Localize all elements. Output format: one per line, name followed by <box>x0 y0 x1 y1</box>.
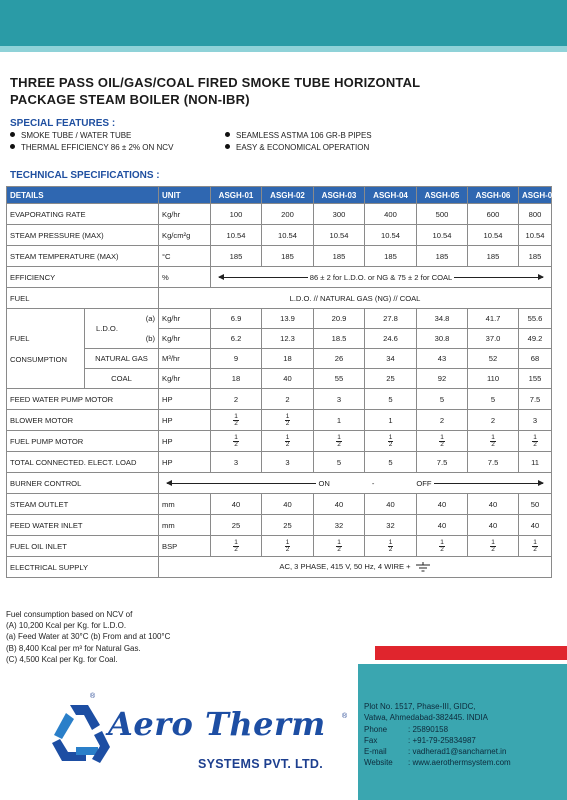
col-header-model: ASGH-01 <box>211 187 262 204</box>
fuel-label: FUEL <box>10 333 30 343</box>
value-cell: 43 <box>417 349 468 369</box>
value-cell: 32 <box>314 515 365 536</box>
phone-row: Phone : 25890158 <box>364 724 449 734</box>
row-label: TOTAL CONNECTED. ELECT. LOAD <box>7 452 159 473</box>
value-cell <box>417 431 468 452</box>
fax-row: Fax : +91-79-25834987 <box>364 735 476 745</box>
value-cell: 185 <box>365 246 417 267</box>
value-cell <box>365 431 417 452</box>
website-row: Website : www.aerothermsystem.com <box>364 758 511 768</box>
top-banner <box>0 0 567 46</box>
row-label: STEAM PRESSURE (MAX) <box>7 225 159 246</box>
unit-cell: % <box>159 267 211 288</box>
value-cell: 300 <box>314 204 365 225</box>
notes-block <box>6 609 306 665</box>
unit-cell: mm <box>159 515 211 536</box>
table-row <box>7 389 552 410</box>
row-label: FEED WATER INLET <box>7 515 159 536</box>
table-row <box>7 557 552 578</box>
table-row <box>7 204 552 225</box>
title-line-1: THREE PASS OIL/GAS/COAL FIRED SMOKE TUBE HORIZONTAL <box>10 75 421 90</box>
value-cell: 18 <box>211 369 262 389</box>
value-cell <box>417 536 468 557</box>
value-cell: 10.54 <box>262 225 314 246</box>
value-cell: 9 <box>211 349 262 369</box>
value-cell: 185 <box>468 246 519 267</box>
bullet-icon <box>225 144 230 149</box>
value-cell: 5 <box>365 452 417 473</box>
value-cell: 10.54 <box>468 225 519 246</box>
technical-specifications-heading: TECHNICAL SPECIFICATIONS : <box>10 170 160 181</box>
fraction: $\frac{1}{2}$ <box>491 538 495 553</box>
unit-cell: HP <box>159 389 211 410</box>
table-row <box>7 410 552 431</box>
registered-mark: ® <box>342 713 348 720</box>
value-cell: 10.54 <box>365 225 417 246</box>
value-cell: 400 <box>365 204 417 225</box>
consumption-label: CONSUMPTION <box>10 354 67 364</box>
value-cell: 1 <box>365 410 417 431</box>
table-row <box>7 431 552 452</box>
value-cell: 25 <box>365 369 417 389</box>
fraction: $\frac{1}{2}$ <box>533 538 537 553</box>
page-title <box>10 74 530 108</box>
note-line: (C) 4,500 Kcal per Kg. for Coal. <box>6 654 118 664</box>
value-cell: 185 <box>262 246 314 267</box>
value-cell: 155 <box>519 369 552 389</box>
row-label: BLOWER MOTOR <box>7 410 159 431</box>
table-row <box>7 309 552 329</box>
note-line: (B) 8,400 Kcal per m³ for Natural Gas. <box>6 643 141 653</box>
value-cell: 5 <box>417 389 468 410</box>
value-cell: 34 <box>365 349 417 369</box>
value-cell: 7.5 <box>468 452 519 473</box>
value-cell: 5 <box>365 389 417 410</box>
fraction: $\frac{1}{2}$ <box>234 538 238 553</box>
value-cell: 55 <box>314 369 365 389</box>
unit-cell: °C <box>159 246 211 267</box>
value-cell: 10.54 <box>417 225 468 246</box>
table-row <box>7 288 552 309</box>
value-cell: 10.54 <box>519 225 552 246</box>
address-line: Plot No. 1517, Phase-III, GIDC, <box>364 702 476 711</box>
value-cell <box>262 536 314 557</box>
value-cell: 3 <box>314 389 365 410</box>
top-stripe <box>0 46 567 52</box>
title-line-2: PACKAGE STEAM BOILER (NON-IBR) <box>10 92 250 107</box>
feature-item: SEAMLESS ASTMA 106 GR-B PIPES <box>225 130 372 142</box>
value-cell: 11 <box>519 452 552 473</box>
note-line: Fuel consumption based on NCV of <box>6 610 133 619</box>
unit-cell: Kg/hr <box>159 309 211 329</box>
fraction: $\frac{1}{2}$ <box>234 433 238 448</box>
row-label: BURNER CONTROL <box>7 473 159 494</box>
table-row <box>7 536 552 557</box>
value-cell: 40 <box>468 515 519 536</box>
value-cell: 5 <box>314 452 365 473</box>
value-cell: 185 <box>211 246 262 267</box>
fraction: $\frac{1}{2}$ <box>533 433 537 448</box>
row-label <box>7 309 85 389</box>
value-cell: 40 <box>417 515 468 536</box>
span-cell <box>159 288 552 309</box>
table-row <box>7 225 552 246</box>
value-cell: 2 <box>211 389 262 410</box>
col-header-model: ASGH-02 <box>262 187 314 204</box>
fraction: $\frac{1}{2}$ <box>388 538 393 553</box>
unit-cell: HP <box>159 431 211 452</box>
table-row <box>7 494 552 515</box>
fraction: $\frac{1}{2}$ <box>285 433 290 448</box>
row-label: COAL <box>85 369 159 389</box>
span-text: L.D.O. // NATURAL GAS (NG) // COAL <box>289 293 421 303</box>
unit-cell: mm <box>159 494 211 515</box>
value-cell: 7.5 <box>417 452 468 473</box>
row-label: FUEL <box>7 288 159 309</box>
value-cell: 185 <box>519 246 552 267</box>
col-header-model: ASGH-06 <box>468 187 519 204</box>
value-cell: 68 <box>519 349 552 369</box>
value-cell <box>468 536 519 557</box>
table-row <box>7 246 552 267</box>
unit-cell: Kg/hr <box>159 329 211 349</box>
registered-mark: ® <box>90 693 96 700</box>
col-header-model: ASGH-05 <box>417 187 468 204</box>
span-text: AC, 3 PHASE, 415 V, 50 Hz, 4 WIRE + <box>277 562 432 571</box>
span-cell <box>159 473 552 494</box>
value-cell: 34.8 <box>417 309 468 329</box>
value-cell: 185 <box>314 246 365 267</box>
value-cell: 92 <box>417 369 468 389</box>
unit-cell: Kg/hr <box>159 204 211 225</box>
value-cell: 10.54 <box>314 225 365 246</box>
fraction: $\frac{1}{2}$ <box>440 433 444 448</box>
value-cell: 1 <box>314 410 365 431</box>
value-cell: 3 <box>211 452 262 473</box>
span-text: 86 ± 2 for L.D.O. or NG & 75 ± 2 for COAL <box>309 272 453 282</box>
fraction: $\frac{1}{2}$ <box>440 538 444 553</box>
bullet-icon <box>10 144 15 149</box>
row-label: FEED WATER PUMP MOTOR <box>7 389 159 410</box>
value-cell: 2 <box>417 410 468 431</box>
table-header-row <box>7 187 552 204</box>
fraction: $\frac{1}{2}$ <box>337 538 341 553</box>
row-label: STEAM TEMPERATURE (MAX) <box>7 246 159 267</box>
note-line: (a) Feed Water at 30°C (b) From and at 100°C <box>6 632 171 642</box>
value-cell: 10.54 <box>211 225 262 246</box>
value-cell: 6.2 <box>211 329 262 349</box>
unit-cell: Kg/hr <box>159 369 211 389</box>
unit-cell: HP <box>159 410 211 431</box>
col-header-unit: UNIT <box>159 187 211 204</box>
value-cell: 50 <box>519 494 552 515</box>
value-cell <box>211 431 262 452</box>
table-row <box>7 369 552 389</box>
feature-item: SMOKE TUBE / WATER TUBE <box>10 130 173 142</box>
value-cell <box>262 431 314 452</box>
span-cell <box>211 267 552 288</box>
contact-details <box>364 701 511 769</box>
brand-name: Aero Therm <box>108 705 326 743</box>
ldo-label: L.D.O. (a) (b) <box>85 309 159 349</box>
fraction: $\frac{1}{2}$ <box>388 433 393 448</box>
value-cell <box>365 536 417 557</box>
value-cell: 27.8 <box>365 309 417 329</box>
value-cell: 25 <box>211 515 262 536</box>
value-cell: 3 <box>262 452 314 473</box>
col-header-details: DETAILS <box>7 187 159 204</box>
value-cell <box>211 410 262 431</box>
fraction: $\frac{1}{2}$ <box>234 412 238 427</box>
special-features-heading: SPECIAL FEATURES : <box>10 118 116 129</box>
value-cell: 40 <box>417 494 468 515</box>
value-cell: 500 <box>417 204 468 225</box>
row-label: FUEL PUMP MOTOR <box>7 431 159 452</box>
row-label: EFFICIENCY <box>7 267 159 288</box>
bullet-icon <box>225 132 230 137</box>
value-cell: 12.3 <box>262 329 314 349</box>
fraction: $\frac{1}{2}$ <box>491 433 495 448</box>
value-cell: 40 <box>519 515 552 536</box>
value-cell: 40 <box>262 494 314 515</box>
fraction: $\frac{1}{2}$ <box>285 538 290 553</box>
value-cell: 6.9 <box>211 309 262 329</box>
value-cell: 18.5 <box>314 329 365 349</box>
feature-item: EASY & ECONOMICAL OPERATION <box>225 142 372 154</box>
fraction: $\frac{1}{2}$ <box>337 433 341 448</box>
row-label: ELECTRICAL SUPPLY <box>7 557 159 578</box>
unit-cell: Kg/cm²g <box>159 225 211 246</box>
value-cell: 185 <box>417 246 468 267</box>
brand-subtitle: SYSTEMS PVT. LTD. <box>198 757 324 771</box>
table-row <box>7 515 552 536</box>
table-row <box>7 349 552 369</box>
red-accent-bar <box>375 646 567 660</box>
value-cell: 55.6 <box>519 309 552 329</box>
note-line: (A) 10,200 Kcal per Kg. for L.D.O. <box>6 621 127 631</box>
value-cell: 600 <box>468 204 519 225</box>
value-cell: 40 <box>211 494 262 515</box>
col-header-model: ASGH-03 <box>314 187 365 204</box>
fraction: $\frac{1}{2}$ <box>285 412 290 427</box>
email-row: E-mail : vadherad1@sancharnet.in <box>364 747 507 757</box>
row-label: NATURAL GAS <box>85 349 159 369</box>
value-cell: 37.0 <box>468 329 519 349</box>
burner-control-text: ON - OFF <box>318 478 432 488</box>
feature-item: THERMAL EFFICIENCY 86 ± 2% ON NCV <box>10 142 173 154</box>
value-cell: 2 <box>468 410 519 431</box>
table-row <box>7 452 552 473</box>
span-cell <box>159 557 552 578</box>
row-label: STEAM OUTLET <box>7 494 159 515</box>
value-cell <box>519 536 552 557</box>
value-cell <box>468 431 519 452</box>
value-cell <box>314 431 365 452</box>
value-cell: 52 <box>468 349 519 369</box>
value-cell: 30.8 <box>417 329 468 349</box>
value-cell: 26 <box>314 349 365 369</box>
value-cell: 18 <box>262 349 314 369</box>
value-cell: 40 <box>468 494 519 515</box>
value-cell: 40 <box>262 369 314 389</box>
bullet-icon <box>10 132 15 137</box>
value-cell: 5 <box>468 389 519 410</box>
value-cell: 110 <box>468 369 519 389</box>
value-cell: 41.7 <box>468 309 519 329</box>
value-cell: 40 <box>314 494 365 515</box>
unit-cell: BSP <box>159 536 211 557</box>
value-cell: 25 <box>262 515 314 536</box>
unit-cell: HP <box>159 452 211 473</box>
row-label: EVAPORATING RATE <box>7 204 159 225</box>
specifications-table <box>6 186 557 578</box>
col-header-model: ASGH-04 <box>365 187 417 204</box>
value-cell: 13.9 <box>262 309 314 329</box>
value-cell: 200 <box>262 204 314 225</box>
table-row <box>7 473 552 494</box>
col-header-model: ASGH-08 <box>519 187 552 204</box>
value-cell <box>519 431 552 452</box>
row-label: FUEL OIL INLET <box>7 536 159 557</box>
value-cell: 24.6 <box>365 329 417 349</box>
ground-icon <box>415 562 431 572</box>
value-cell: 49.2 <box>519 329 552 349</box>
value-cell <box>211 536 262 557</box>
value-cell: 100 <box>211 204 262 225</box>
value-cell <box>262 410 314 431</box>
value-cell: 7.5 <box>519 389 552 410</box>
unit-cell: M³/hr <box>159 349 211 369</box>
value-cell: 800 <box>519 204 552 225</box>
value-cell <box>314 536 365 557</box>
table-row <box>7 267 552 288</box>
value-cell: 3 <box>519 410 552 431</box>
value-cell: 2 <box>262 389 314 410</box>
address-line: Vatwa, Ahmedabad-382445. INDIA <box>364 713 488 723</box>
value-cell: 20.9 <box>314 309 365 329</box>
value-cell: 32 <box>365 515 417 536</box>
value-cell: 40 <box>365 494 417 515</box>
